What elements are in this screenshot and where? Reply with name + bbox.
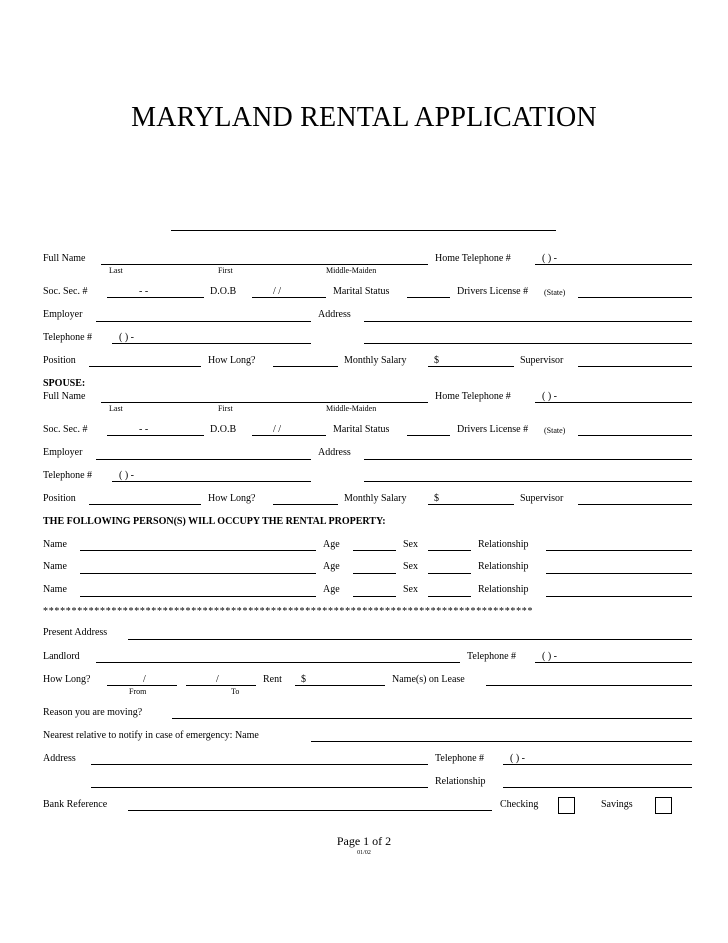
occupant-sex-label: Sex [403,539,418,550]
occupant-relationship-label: Relationship [478,584,529,595]
supervisor-label: Supervisor [520,355,564,366]
from-caption: From [129,687,147,696]
spouse-home-telephone-format: ( ) - [542,391,557,402]
occupant-name-label: Name [43,539,67,550]
position-field[interactable] [89,366,201,367]
spouse-telephone-label: Telephone # [43,470,93,481]
spouse-telephone-field[interactable] [112,481,311,482]
present-address-field[interactable] [128,639,692,640]
spouse-how-long-field[interactable] [273,504,338,505]
ssn-field[interactable] [107,297,204,298]
dob-field[interactable] [252,297,326,298]
occupant-name-field[interactable] [80,573,316,574]
spouse-full-name-label: Full Name [43,391,86,402]
relative-relationship-field[interactable] [503,787,692,788]
spouse-home-telephone-field[interactable] [535,402,692,403]
home-telephone-label: Home Telephone # [435,253,511,264]
ssn-format: - - [139,286,149,297]
occupant-sex-label: Sex [403,584,418,595]
to-caption: To [231,687,240,696]
occupant-sex-field[interactable] [428,550,471,551]
ssn-label: Soc. Sec. # [43,286,88,297]
relative-telephone-format: ( ) - [510,753,525,764]
occupant-age-field[interactable] [353,573,396,574]
bank-reference-label: Bank Reference [43,799,108,810]
landlord-telephone-format: ( ) - [542,651,557,662]
how-long-field[interactable] [273,366,338,367]
relative-telephone-label: Telephone # [435,753,485,764]
spouse-address-line-2-field[interactable] [364,481,692,482]
occupant-relationship-label: Relationship [478,561,529,572]
spouse-supervisor-label: Supervisor [520,493,564,504]
monthly-salary-field[interactable] [428,366,514,367]
from-date-field[interactable] [107,685,177,686]
spouse-heading: SPOUSE: [43,378,86,389]
spouse-monthly-salary-label: Monthly Salary [344,493,407,504]
checking-label: Checking [500,799,539,810]
position-label: Position [43,355,76,366]
salary-dollar: $ [434,355,439,366]
address-label: Address [318,309,351,320]
telephone-field[interactable] [112,343,311,344]
landlord-field[interactable] [96,662,460,663]
savings-checkbox[interactable] [655,797,672,814]
relative-address-line-2-field[interactable] [91,787,428,788]
occupant-relationship-field[interactable] [546,573,692,574]
marital-status-label: Marital Status [333,286,390,297]
header-line [171,230,556,231]
residence-how-long-label: How Long? [43,674,91,685]
occupant-name-field[interactable] [80,596,316,597]
spouse-dob-field[interactable] [252,435,326,436]
spouse-employer-label: Employer [43,447,83,458]
marital-status-field[interactable] [407,297,450,298]
rent-label: Rent [263,674,282,685]
supervisor-field[interactable] [578,366,692,367]
spouse-address-field[interactable] [364,459,692,460]
form-code: 01/02 [357,850,371,856]
occupant-sex-field[interactable] [428,573,471,574]
occupant-age-field[interactable] [353,596,396,597]
page-number: Page 1 of 2 [336,834,392,848]
spouse-drivers-license-field[interactable] [578,435,692,436]
spouse-dob-format: / / [273,424,282,435]
occupant-age-label: Age [323,561,340,572]
occupants-heading: THE FOLLOWING PERSON(S) WILL OCCUPY THE RENTAL PROPERTY: [43,516,386,527]
savings-label: Savings [601,799,633,810]
to-date-field[interactable] [186,685,256,686]
rent-field[interactable] [295,685,385,686]
full-name-label: Full Name [43,253,86,264]
spouse-full-name-field[interactable] [101,402,428,403]
spouse-marital-status-field[interactable] [407,435,450,436]
names-on-lease-label: Name(s) on Lease [392,674,465,685]
rent-dollar: $ [301,674,306,685]
spouse-dob-label: D.O.B [210,424,237,435]
telephone-format: ( ) - [119,332,134,343]
spouse-first-caption: First [218,404,233,413]
drivers-license-label: Drivers License # [457,286,529,297]
employer-field[interactable] [96,321,311,322]
nearest-relative-label: Nearest relative to notify in case of emergency: Name [43,730,259,741]
landlord-telephone-label: Telephone # [467,651,517,662]
occupant-relationship-field[interactable] [546,596,692,597]
full-name-field[interactable] [101,264,428,265]
dob-label: D.O.B [210,286,237,297]
spouse-state-caption: (State) [544,426,566,435]
spouse-how-long-label: How Long? [208,493,256,504]
spouse-last-caption: Last [109,404,123,413]
spouse-ssn-format: - - [139,424,149,435]
checking-checkbox[interactable] [558,797,575,814]
spouse-monthly-salary-field[interactable] [428,504,514,505]
reason-moving-label: Reason you are moving? [43,707,143,718]
relative-telephone-field[interactable] [503,764,692,765]
spouse-ssn-label: Soc. Sec. # [43,424,88,435]
occupant-name-field[interactable] [80,550,316,551]
drivers-license-field[interactable] [578,297,692,298]
spouse-drivers-license-label: Drivers License # [457,424,529,435]
occupant-relationship-label: Relationship [478,539,529,550]
to-slash: / [216,674,219,685]
occupant-relationship-field[interactable] [546,550,692,551]
spouse-position-label: Position [43,493,76,504]
relative-address-label: Address [43,753,76,764]
dob-format: / / [273,286,282,297]
how-long-label: How Long? [208,355,256,366]
spouse-ssn-field[interactable] [107,435,204,436]
last-caption: Last [109,266,123,275]
relative-relationship-label: Relationship [435,776,486,787]
occupant-age-label: Age [323,539,340,550]
spouse-middle-caption: Middle-Maiden [326,404,377,413]
present-address-label: Present Address [43,627,108,638]
employer-label: Employer [43,309,83,320]
spouse-marital-status-label: Marital Status [333,424,390,435]
from-slash: / [143,674,146,685]
occupant-age-label: Age [323,584,340,595]
first-caption: First [218,266,233,275]
relative-address-field[interactable] [91,764,428,765]
middle-caption: Middle-Maiden [326,266,377,275]
spouse-supervisor-field[interactable] [578,504,692,505]
address-field[interactable] [364,321,692,322]
occupant-sex-field[interactable] [428,596,471,597]
home-telephone-field[interactable] [535,264,692,265]
occupant-age-field[interactable] [353,550,396,551]
spouse-salary-dollar: $ [434,493,439,504]
spouse-employer-field[interactable] [96,459,311,460]
page-title: MARYLAND RENTAL APPLICATION [131,102,597,133]
reason-moving-field[interactable] [172,718,692,719]
spouse-telephone-format: ( ) - [119,470,134,481]
landlord-label: Landlord [43,651,80,662]
landlord-telephone-field[interactable] [535,662,692,663]
spouse-position-field[interactable] [89,504,201,505]
spouse-address-label: Address [318,447,351,458]
bank-reference-field[interactable] [128,810,492,811]
occupant-name-label: Name [43,584,67,595]
spouse-home-telephone-label: Home Telephone # [435,391,511,402]
home-telephone-format: ( ) - [542,253,557,264]
telephone-label: Telephone # [43,332,93,343]
asterisk-separator: ************************************************************************************** [43,606,534,617]
names-on-lease-field[interactable] [486,685,692,686]
monthly-salary-label: Monthly Salary [344,355,407,366]
occupant-sex-label: Sex [403,561,418,572]
address-line-2-field[interactable] [364,343,692,344]
occupant-name-label: Name [43,561,67,572]
state-caption: (State) [544,288,566,297]
nearest-relative-field[interactable] [311,741,692,742]
